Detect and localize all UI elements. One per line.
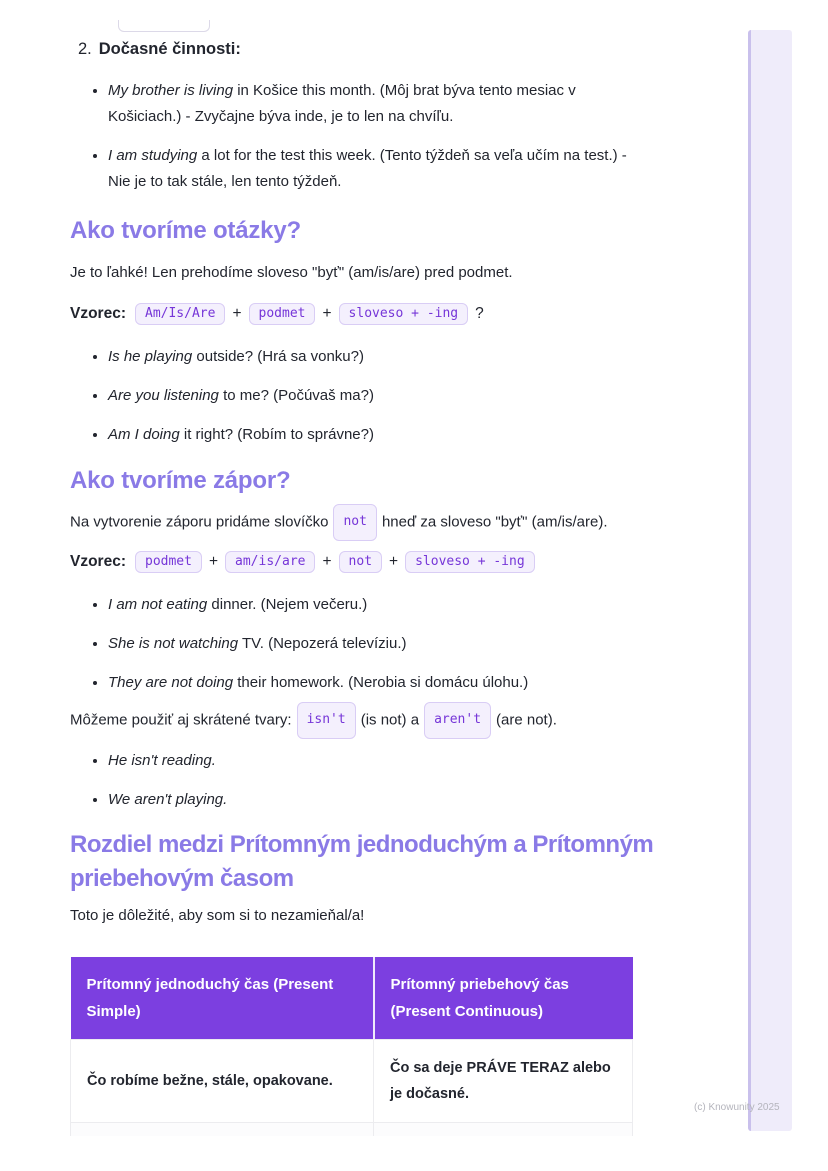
difference-intro-paragraph: Toto je dôležité, aby som si to nezamieňal/a! — [70, 907, 365, 924]
cut-off-badge-edge — [118, 20, 210, 32]
code-badge-not: not — [339, 551, 382, 573]
example-english: We aren't playing. — [108, 791, 228, 808]
page-edge-strip — [748, 30, 792, 1131]
table-row-cut-off — [71, 1123, 633, 1137]
example-english: I am studying — [108, 147, 198, 164]
table-cell-continuous-usage: Čo sa deje PRÁVE TERAZ alebo je dočasné. — [374, 1040, 633, 1123]
short-forms-paragraph — [70, 702, 650, 739]
example-english: She is not watching — [108, 635, 239, 652]
list-item — [108, 592, 650, 618]
item-number: 2. — [78, 40, 92, 58]
table-cell-simple-usage: Čo robíme bežne, stále, opakovane. — [71, 1040, 374, 1123]
code-badge-not: not — [333, 504, 376, 541]
list-item — [108, 748, 650, 774]
code-badge-sloveso-ing: sloveso + -ing — [339, 303, 469, 325]
question-formula — [70, 303, 650, 325]
section-heading-difference: Rozdiel medzi Prítomným jednoduchým a Prítomným priebehovým časom — [70, 831, 654, 892]
numbered-item-temporary-activities — [78, 40, 658, 59]
comparison-table-wrapper — [70, 957, 634, 1136]
comparison-table — [70, 957, 633, 1136]
list-item — [108, 631, 650, 657]
example-english: Am I doing — [108, 426, 180, 443]
plus-sign: + — [322, 305, 332, 322]
section-heading-questions: Ako tvoríme otázky? — [70, 217, 301, 244]
table-row — [71, 1040, 633, 1123]
list-item — [108, 383, 650, 409]
paragraph-text: hneď za sloveso "byť" (am/is/are). — [381, 513, 608, 531]
code-badge-isnt: isn't — [297, 702, 356, 739]
example-english: He isn't reading. — [108, 752, 216, 769]
paragraph-text: Na vytvorenie záporu pridáme slovíčko — [70, 513, 329, 531]
example-english: I am not eating — [108, 596, 208, 613]
short-forms-examples-list — [70, 748, 650, 826]
example-english: My brother is living — [108, 82, 234, 99]
table-cell — [71, 1123, 374, 1137]
paragraph-text: (is not) a — [360, 711, 420, 729]
example-translation: TV. (Nepozerá televíziu.) — [238, 635, 407, 652]
example-translation: in Košice this month. (Môj brat býva tento mesiac v Košiciach.) - Zvyčajne býva inde, je to len na chvíľu. — [108, 82, 576, 125]
code-badge-arent: aren't — [424, 702, 491, 739]
paragraph-text: (are not). — [496, 711, 557, 729]
example-translation: to me? (Počúvaš ma?) — [218, 387, 374, 404]
questions-intro-paragraph: Je to ľahké! Len prehodíme sloveso "byť" (am/is/are) pred podmet. — [70, 264, 513, 281]
code-badge-podmet: podmet — [135, 551, 202, 573]
example-english: Is he playing — [108, 348, 193, 365]
negative-examples-list — [70, 592, 650, 709]
example-translation: dinner. (Nejem večeru.) — [207, 596, 368, 613]
list-item — [108, 787, 650, 813]
formula-label: Vzorec: — [70, 553, 126, 570]
temporary-activities-list — [70, 78, 650, 208]
code-badge-am-is-are: am/is/are — [225, 551, 315, 573]
example-translation: their homework. (Nerobia si domácu úlohu.) — [233, 674, 529, 691]
code-badge-podmet: podmet — [249, 303, 316, 325]
example-english: Are you listening — [108, 387, 219, 404]
table-header-row — [71, 957, 633, 1040]
example-translation: it right? (Robím to správne?) — [179, 426, 374, 443]
negative-intro-paragraph — [70, 504, 650, 541]
example-translation: a lot for the test this week. (Tento týždeň sa veľa učím na test.) - Nie je to tak stále, len tento týždeň. — [108, 147, 627, 190]
plus-sign: + — [389, 553, 399, 570]
list-item — [108, 422, 650, 448]
code-badge-am-is-are: Am/Is/Are — [135, 303, 225, 325]
example-translation: outside? (Hrá sa vonku?) — [192, 348, 364, 365]
negative-formula — [70, 551, 650, 573]
question-examples-list — [70, 344, 650, 461]
table-cell — [374, 1123, 633, 1137]
table-header-present-simple: Prítomný jednoduchý čas (Present Simple) — [71, 957, 374, 1040]
plus-sign: + — [208, 553, 219, 570]
question-mark: ? — [475, 305, 484, 322]
plus-sign: + — [322, 553, 332, 570]
section-heading-negative: Ako tvoríme zápor? — [70, 467, 291, 494]
paragraph-text: Môžeme použiť aj skrátené tvary: — [70, 711, 292, 729]
table-header-present-continuous: Prítomný priebehový čas (Present Continuous) — [374, 957, 633, 1040]
code-badge-sloveso-ing: sloveso + -ing — [405, 551, 535, 573]
list-item — [108, 344, 650, 370]
example-english: They are not doing — [108, 674, 234, 691]
list-item — [108, 143, 650, 195]
formula-label: Vzorec: — [70, 305, 126, 322]
plus-sign: + — [232, 305, 242, 322]
item-title: Dočasné činnosti: — [98, 40, 241, 58]
copyright-text: (c) Knowunity 2025 — [694, 1102, 780, 1113]
list-item — [108, 670, 650, 696]
list-item — [108, 78, 650, 130]
